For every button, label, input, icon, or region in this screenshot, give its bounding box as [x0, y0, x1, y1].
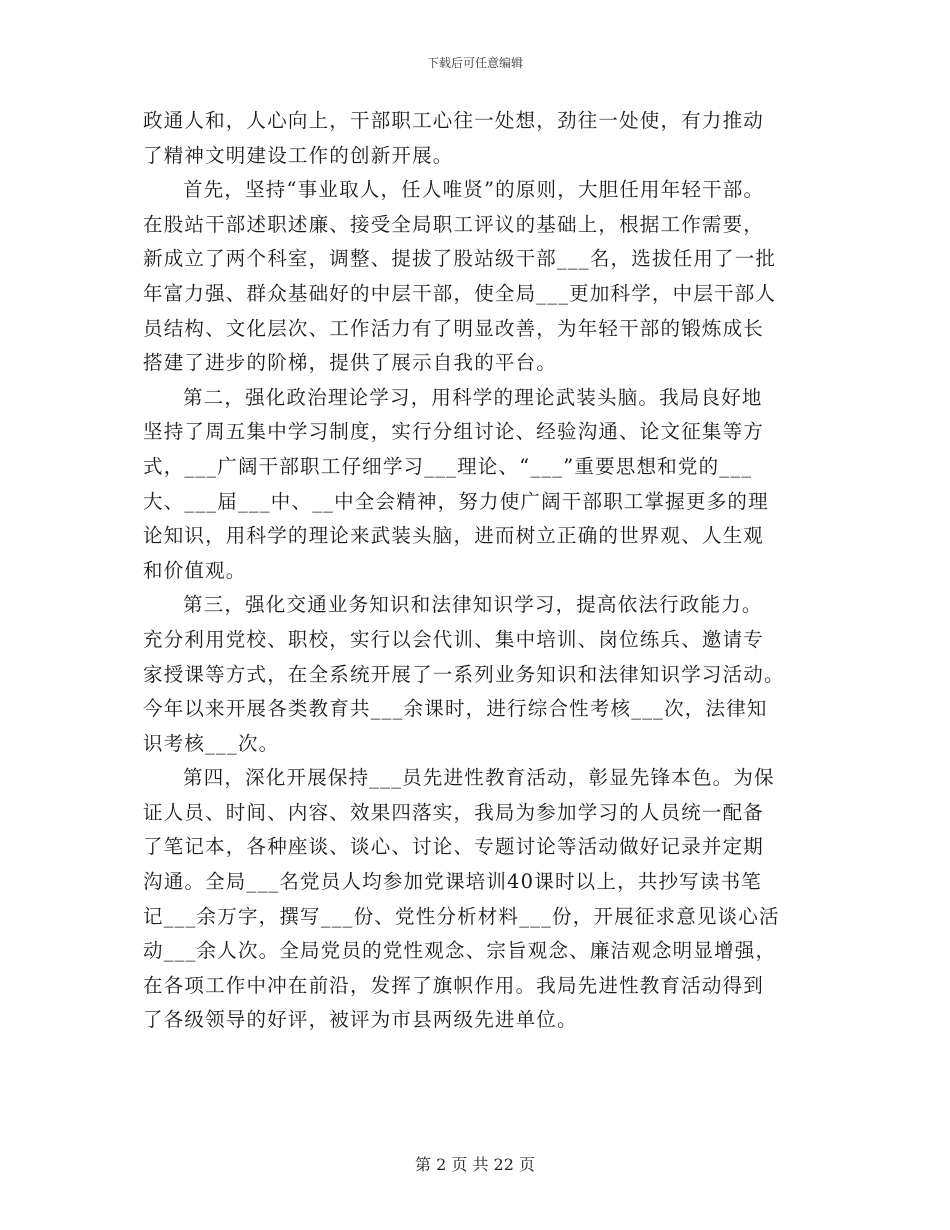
text-line: 今年以来开展各类教育共___余课时，进行综合性考核___次，法律知 — [143, 697, 768, 721]
text-line: 第四，深化开展保持___员先进性教育活动，彰显先锋本色。为保 — [183, 766, 775, 790]
text-line: 证人员、时间、内容、效果四落实，我局为参加学习的人员统一配备 — [143, 800, 765, 824]
document-body — [143, 104, 823, 1038]
text-line: 充分利用党校、职校，实行以会代训、集中培训、岗位练兵、邀请专 — [143, 627, 765, 651]
page-header: 下载后可任意编辑 — [426, 56, 523, 70]
text-line: 记___余万字，撰写___份、党性分析材料___份，开展征求意见谈心活 — [143, 904, 780, 928]
text-line: 第二，强化政治理论学习，用科学的理论武装头脑。我局良好地 — [183, 385, 763, 409]
text-line: 新成立了两个科室，调整、提拔了股站级干部___名，选拔任用了一批 — [143, 247, 777, 271]
text-line: 坚持了周五集中学习制度，实行分组讨论、经验沟通、论文征集等方 — [143, 420, 765, 444]
text-line: 识考核___次。 — [143, 731, 280, 755]
paragraph-3 — [143, 381, 823, 589]
text-line: 搭建了进步的阶梯，提供了展示自我的平台。 — [143, 351, 558, 375]
text-line: 大、___届___中、__中全会精神，努力使广阔干部职工掌握更多的理 — [143, 489, 769, 513]
text-line: 论知识，用科学的理论来武装头脑，进而树立正确的世界观、人生观 — [143, 524, 765, 548]
paragraph-5 — [143, 761, 823, 1038]
paragraph-4 — [143, 588, 823, 761]
text-line: 了笔记本，各种座谈、谈心、讨论、专题讨论等活动做好记录并定期 — [143, 835, 765, 859]
text-line: 家授课等方式，在全系统开展了一系列业务知识和法律知识学习活动。 — [143, 662, 785, 686]
paragraph-2 — [143, 173, 823, 381]
text-line: 第三，强化交通业务知识和法律知识学习，提高依法行政能力。 — [183, 593, 763, 617]
text-line: 政通人和，人心向上，干部职工心往一处想，劲往一处使，有力推动 — [143, 109, 765, 132]
text-line: 动___余人次。全局党员的党性观念、宗旨观念、廉洁观念明显增强， — [143, 939, 777, 963]
text-line: 年富力强、群众基础好的中层干部，使全局___更加科学，中层干部人 — [143, 281, 777, 305]
paragraph-1 — [143, 104, 823, 173]
text-line: 了精神文明建设工作的创新开展。 — [143, 143, 454, 167]
text-line: 员结构、文化层次、工作活力有了明显改善，为年轻干部的锻炼成长 — [143, 316, 765, 340]
text-line: 和价值观。 — [143, 558, 247, 582]
text-line: 式，___广阔干部职工仔细学习___理论、“___”重要思想和党的___ — [143, 454, 753, 478]
text-line: 首先，坚持“事业取人，任人唯贤”的原则，大胆任用年轻干部。 — [183, 178, 765, 202]
page-footer: 第 2 页 共 22 页 — [415, 1155, 535, 1174]
text-line: 沟通。全局___名党员人均参加党课培训40课时以上，共抄写读书笔 — [143, 870, 762, 894]
text-line: 在各项工作中冲在前沿，发挥了旗帜作用。我局先进性教育活动得到 — [143, 973, 765, 997]
text-line: 了各级领导的好评，被评为市县两级先进单位。 — [143, 1008, 578, 1032]
text-line: 在股站干部述职述廉、接受全局职工评议的基础上，根据工作需要， — [143, 212, 765, 236]
